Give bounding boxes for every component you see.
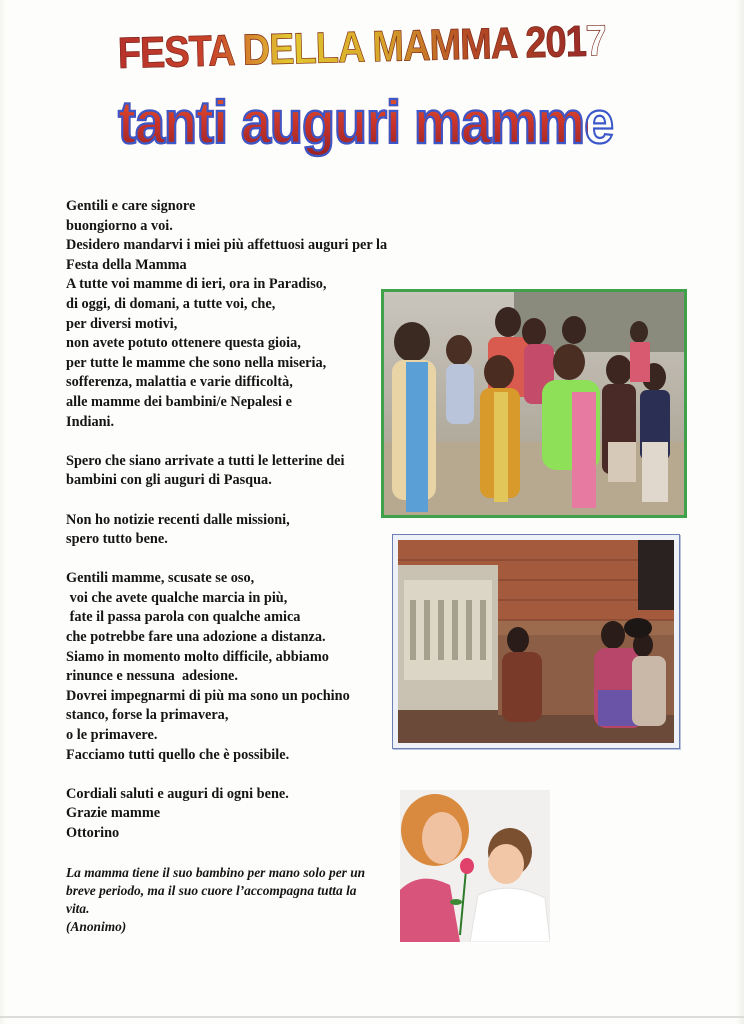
paragraph-gap	[66, 491, 396, 511]
letter-line: Ottorino	[66, 825, 120, 841]
letter-line: Gentili e care signore	[66, 198, 196, 214]
letter-line: o le primavere.	[66, 727, 158, 744]
letter-line: Dovrei impegnarmi di più ma sono un pochino	[66, 687, 350, 704]
letter-line: Gentili mamme, scusate se oso,	[66, 570, 255, 587]
letter-line: Festa della Mamma	[66, 256, 187, 273]
photo-children-group-image	[384, 292, 684, 515]
photo-children-group	[381, 289, 687, 518]
letter-line: alle mamme dei bambini/e Nepalesi e	[66, 393, 292, 410]
quote-line: La mamma tiene il suo bambino per mano solo per un	[66, 865, 366, 880]
letter-line: Grazie mamme	[66, 805, 161, 822]
photo-mother-child-rose	[400, 790, 550, 942]
letter-line: Non ho notizie recenti dalle missioni,	[66, 511, 290, 528]
letter-body	[66, 197, 396, 844]
quote-block	[66, 864, 396, 936]
letter-line: per tutte le mamme che sono nella miseria,	[66, 354, 327, 371]
quote-line: breve periodo, ma il suo cuore l’accompagna tutta la	[66, 883, 357, 898]
letter-line: Desidero mandarvi i miei più affettuosi auguri per la	[66, 237, 388, 254]
letter-line: sofferenza, malattia e varie difficoltà,	[66, 374, 293, 391]
letter-line: rinunce e nessuna adesione.	[66, 668, 238, 685]
letter-line: Facciamo tutti quello che è possibile.	[66, 746, 290, 763]
letter-line: di oggi, di domani, a tutte voi, che,	[66, 295, 276, 312]
letter-line: voi che avete qualche marcia in più,	[66, 589, 288, 606]
letter-line: bambini con gli auguri di Pasqua.	[66, 472, 272, 489]
photo-mother-child-rose-image	[400, 790, 550, 942]
letter-line: Spero che siano arrivate a tutti le letterine dei	[66, 452, 345, 469]
page-bottom-rule	[0, 1016, 744, 1018]
letter-line: Cordiali saluti e auguri di ogni bene.	[66, 785, 289, 802]
page-title: FESTA DELLA MAMMA 2017	[117, 18, 588, 90]
letter-line: A tutte voi mamme di ieri, ora in Paradiso,	[66, 276, 327, 293]
quote-attribution: (Anonimo)	[66, 919, 127, 934]
letter-line: buongiorno a voi.	[66, 217, 173, 234]
letter-line: per diversi motivi,	[66, 315, 178, 332]
letter-line: fate il passa parola con qualche amica	[66, 609, 301, 626]
letter-line: non avete potuto ottenere questa gioia,	[66, 335, 301, 352]
photo-women-sitting-image	[398, 540, 674, 743]
quote-line: vita.	[66, 901, 90, 916]
paragraph-gap	[66, 432, 396, 452]
photo-women-sitting	[392, 534, 680, 749]
letter-line: stanco, forse la primavera,	[66, 707, 229, 724]
letter-line: Siamo in momento molto difficile, abbiamo	[66, 648, 329, 665]
letter-line: che potrebbe fare una adozione a distanza.	[66, 629, 326, 646]
page-subtitle: tanti auguri mamme	[118, 88, 588, 164]
letter-line: spero tutto bene.	[66, 531, 168, 548]
paragraph-gap	[66, 765, 396, 785]
letter-line: Indiani.	[66, 413, 115, 430]
paragraph-gap	[66, 550, 396, 570]
